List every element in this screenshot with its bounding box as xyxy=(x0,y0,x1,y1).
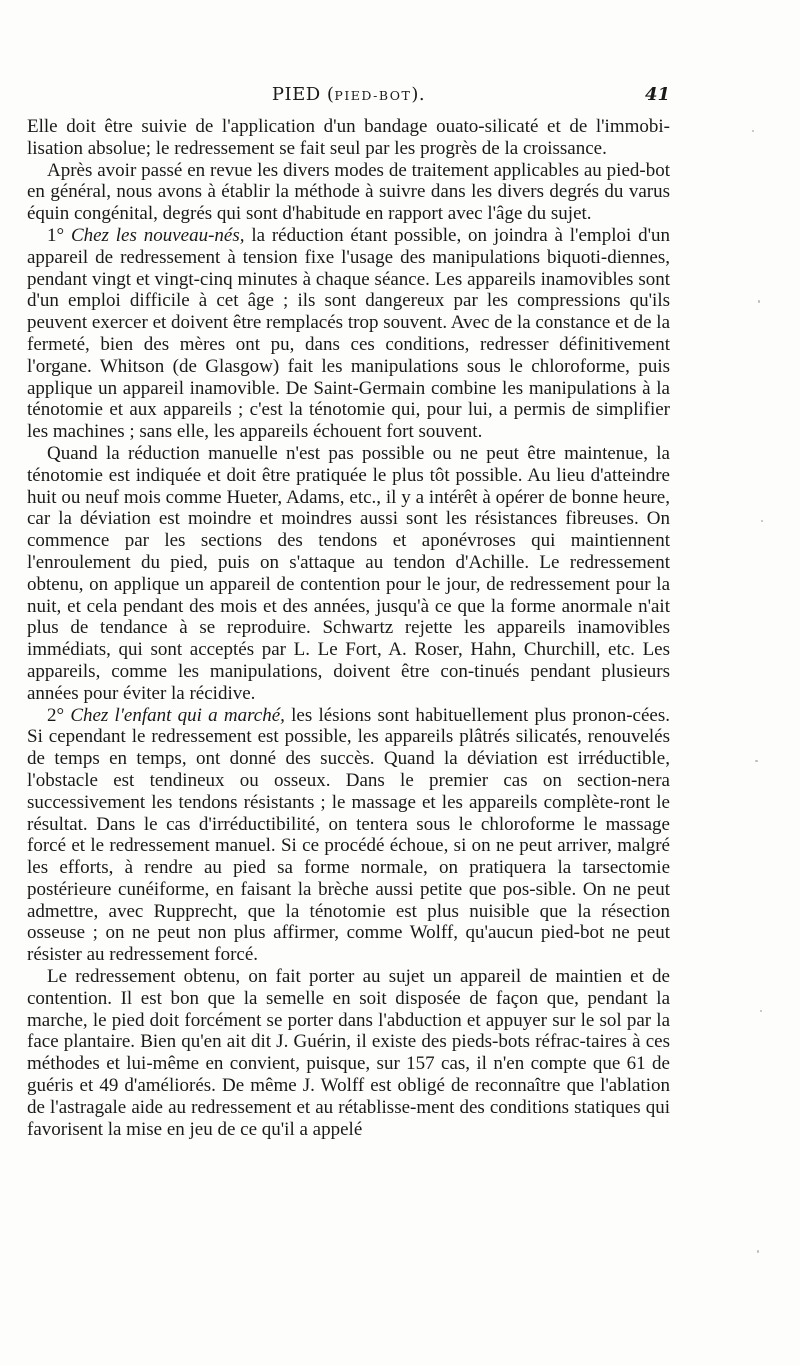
body-text xyxy=(27,116,670,1140)
page-number: 41 xyxy=(644,84,670,105)
paragraph-1 xyxy=(27,116,670,160)
paragraph-text: Le redressement obtenu, on fait porter au sujet un appareil de maintien et de contention. Il est bon que la semelle en soit disposée de façon que, pendant la marche, le pied doit forcément se porter dans l'abduction et appuyer sur le sol par la face plantaire. Bien qu'en ait dit J. Guérin, il existe des pieds-bots réfrac-taires à ces méthodes et lui-même en convient, puisque, sur 157 cas, il n'en compte que 61 de guéris et 49 d'améliorés. De même J. Wolff est obligé de reconnaître que l'ablation de l'astragale aide au redressement et au rétablisse-ment des conditions statiques qui favorisent la mise en jeu de ce qu'il a appelé xyxy=(27,966,670,1140)
scan-speck xyxy=(760,1010,762,1012)
paragraph-6 xyxy=(27,966,670,1140)
paragraph-text: les lésions sont habituellement plus pronon-cées. Si cependant le redressement est possible, les appareils plâtrés silicatés, renouvelés de temps en temps, ont donné des succès. Quand la déviation est irréductible, l'obstacle est tendineux ou osseux. Dans le premier cas on section-nera successivement les tendons résistants ; le massage et les appareils complète-ront le résultat. Dans le cas d'irréductibilité, on tentera sous le chloroforme le massage forcé et le redressement manuel. Si ce procédé échoue, si on ne peut arriver, malgré les efforts, à rendre au pied sa forme normale, on pratiquera la tarsectomie postérieure cunéiforme, en faisant la brèche aussi petite que pos-sible. On ne peut admettre, avec Rupprecht, que la ténotomie est plus nuisible que la résection osseuse ; on ne peut non plus affirmer, comme Wolff, qu'aucun pied-bot ne peut résister au redressement forcé. xyxy=(27,704,670,966)
page-header xyxy=(27,84,670,110)
italic-heading: Chez l'enfant qui a marché, xyxy=(70,704,285,726)
scan-speck xyxy=(752,130,754,132)
scan-speck xyxy=(758,300,760,303)
paragraph-3 xyxy=(27,225,670,443)
list-number: 2° xyxy=(47,704,71,726)
paragraph-4 xyxy=(27,443,670,705)
paragraph-text: Après avoir passé en revue les divers modes de traitement applicables au pied-bot en général, nous avons à établir la méthode à suivre dans les divers degrés du varus équin congénital, degrés qui sont d'habitude en rapport avec l'âge du sujet. xyxy=(27,159,670,225)
running-title-main: PIED ( xyxy=(271,84,335,105)
scan-speck xyxy=(761,520,763,522)
list-number: 1° xyxy=(47,224,71,246)
running-title xyxy=(27,84,670,105)
paragraph-text: Quand la réduction manuelle n'est pas possible ou ne peut être maintenue, la ténotomie est indiquée et doit être pratiquée le plus tôt possible. Au lieu d'atteindre huit ou neuf mois comme Hueter, Adams, etc., il y a intérêt à opérer de bonne heure, car la déviation est moindre et moindres aussi sont les résistances fibreuses. On commence par les sections des tendons et aponévroses qui maintiennent l'enroulement du pied, puis on s'attaque au tendon d'Achille. Le redressement obtenu, on applique un appareil de contention pour le jour, de redressement pour la nuit, et cela pendant des mois et des années, jusqu'à ce que la forme anormale n'ait plus de tendance à se reproduire. Schwartz rejette les appareils inamovibles immédiats, qui sont acceptés par L. Le Fort, A. Roser, Hahn, Churchill, etc. Les appareils, comme les manipulations, doivent être con-tinués pendant plusieurs années pour éviter la récidive. xyxy=(27,442,670,704)
paragraph-2 xyxy=(27,160,670,225)
scan-speck xyxy=(757,1250,759,1253)
paragraph-5 xyxy=(27,705,670,967)
italic-heading: Chez les nouveau-nés, xyxy=(70,224,245,246)
running-title-end: ). xyxy=(411,84,426,105)
paragraph-text: la réduction étant possible, on joindra à l'emploi d'un appareil de redressement à tension fixe l'usage des manipulations biquoti-diennes, pendant vingt et vingt-cinq minutes à chaque séance. Les appareils inamovibles sont d'un emploi difficile à cet âge ; ils sont dangereux par les compressions qu'ils peuvent exercer et doivent être remplacés trop souvent. Avec de la constance et de la fermeté, bien des mères ont pu, dans ces conditions, redresser définitivement l'organe. Whitson (de Glasgow) fait les manipulations sous le chloroforme, puis applique un appareil inamovible. De Saint-Germain combine les manipulations à la ténotomie et aux appareils ; c'est la ténotomie qui, pour lui, a permis de simplifier les machines ; sans elle, les appareils échouent fort souvent. xyxy=(27,224,670,443)
scan-speck xyxy=(755,760,758,762)
running-title-small-caps: PIED-BOT xyxy=(334,88,412,103)
paragraph-text: Elle doit être suivie de l'application d'un bandage ouato-silicaté et de l'immobi-lisation absolue; le redressement se fait seul par les progrès de la croissance. xyxy=(27,116,670,159)
